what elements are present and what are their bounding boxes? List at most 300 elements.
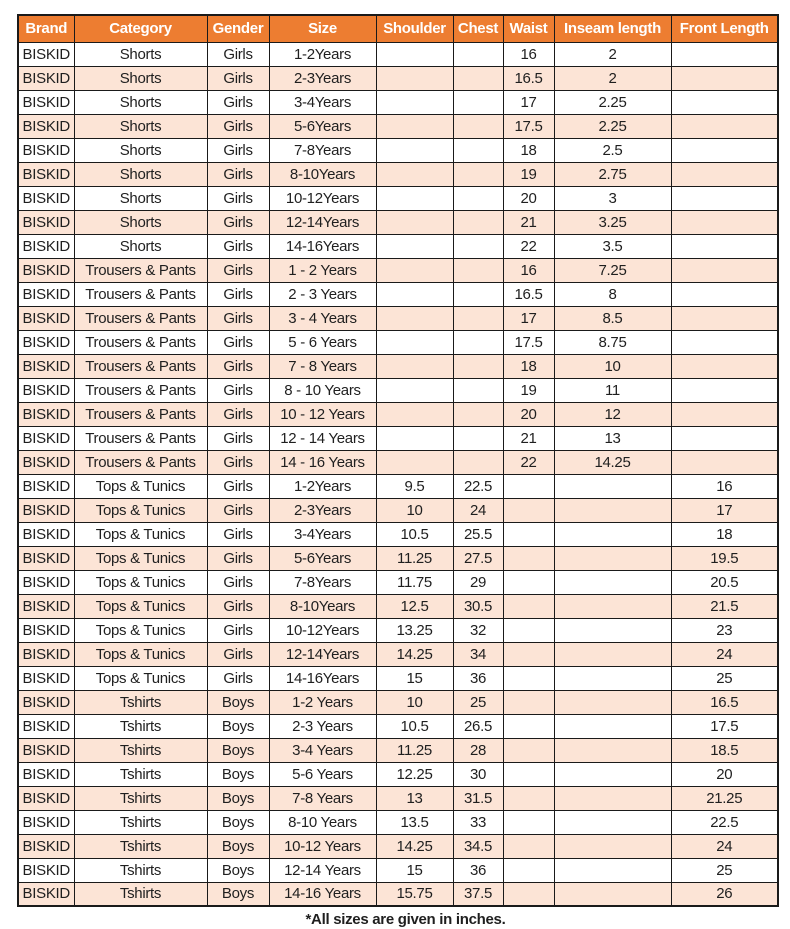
table-cell: Tops & Tunics	[74, 666, 207, 690]
table-cell	[376, 258, 453, 282]
table-cell: 2.25	[554, 114, 671, 138]
table-cell: Trousers & Pants	[74, 282, 207, 306]
table-cell: 10-12Years	[269, 618, 376, 642]
table-cell: 21	[503, 210, 554, 234]
table-cell: 13.25	[376, 618, 453, 642]
table-cell: 16	[503, 42, 554, 66]
table-cell	[376, 66, 453, 90]
table-cell	[554, 546, 671, 570]
table-cell	[453, 234, 503, 258]
table-cell: 10	[376, 498, 453, 522]
table-cell: 12.5	[376, 594, 453, 618]
table-cell	[503, 882, 554, 906]
table-cell	[671, 282, 778, 306]
table-cell: 5-6Years	[269, 114, 376, 138]
table-cell: 3 - 4 Years	[269, 306, 376, 330]
table-cell	[453, 306, 503, 330]
table-cell	[671, 66, 778, 90]
table-cell: BISKID	[18, 858, 74, 882]
table-cell: 34	[453, 642, 503, 666]
table-cell	[376, 378, 453, 402]
table-cell: BISKID	[18, 114, 74, 138]
table-cell: 3	[554, 186, 671, 210]
table-row	[18, 114, 778, 138]
table-cell: Girls	[207, 522, 269, 546]
table-cell: BISKID	[18, 330, 74, 354]
table-cell: Girls	[207, 306, 269, 330]
column-header-brand: Brand	[18, 15, 74, 42]
table-cell: 18	[671, 522, 778, 546]
table-cell: BISKID	[18, 834, 74, 858]
table-row	[18, 834, 778, 858]
table-cell	[671, 378, 778, 402]
table-cell: Boys	[207, 810, 269, 834]
table-cell: Boys	[207, 834, 269, 858]
table-cell: Tops & Tunics	[74, 594, 207, 618]
table-cell	[453, 330, 503, 354]
table-row	[18, 810, 778, 834]
table-cell: 8	[554, 282, 671, 306]
table-cell: Tops & Tunics	[74, 474, 207, 498]
table-cell	[453, 42, 503, 66]
table-cell: 20	[671, 762, 778, 786]
table-cell: Girls	[207, 282, 269, 306]
table-cell	[554, 522, 671, 546]
table-cell	[503, 642, 554, 666]
table-cell: 21.5	[671, 594, 778, 618]
table-cell: Girls	[207, 498, 269, 522]
table-cell: Girls	[207, 450, 269, 474]
table-cell: Shorts	[74, 138, 207, 162]
table-cell	[554, 714, 671, 738]
table-cell: BISKID	[18, 642, 74, 666]
table-cell	[453, 90, 503, 114]
table-cell	[503, 690, 554, 714]
table-cell: Girls	[207, 186, 269, 210]
table-cell: BISKID	[18, 42, 74, 66]
table-cell: 2.25	[554, 90, 671, 114]
table-cell: Tops & Tunics	[74, 522, 207, 546]
table-row	[18, 594, 778, 618]
table-cell: Girls	[207, 594, 269, 618]
table-cell: 3-4Years	[269, 522, 376, 546]
table-cell: 18.5	[671, 738, 778, 762]
table-cell	[376, 426, 453, 450]
table-cell: 22.5	[671, 810, 778, 834]
table-cell: BISKID	[18, 714, 74, 738]
table-cell: Tshirts	[74, 738, 207, 762]
table-cell: Tshirts	[74, 714, 207, 738]
table-cell	[376, 138, 453, 162]
table-cell: Tshirts	[74, 834, 207, 858]
table-cell: 3.5	[554, 234, 671, 258]
table-cell: Girls	[207, 90, 269, 114]
table-cell	[503, 738, 554, 762]
table-cell: 11.25	[376, 738, 453, 762]
table-cell	[453, 138, 503, 162]
table-cell	[376, 354, 453, 378]
table-cell	[671, 330, 778, 354]
table-cell: 30.5	[453, 594, 503, 618]
table-cell	[503, 834, 554, 858]
table-cell: Tshirts	[74, 858, 207, 882]
table-row	[18, 42, 778, 66]
table-cell	[453, 450, 503, 474]
table-cell	[453, 402, 503, 426]
table-cell: 22	[503, 450, 554, 474]
table-cell: 27.5	[453, 546, 503, 570]
table-cell: 5 - 6 Years	[269, 330, 376, 354]
table-cell: BISKID	[18, 66, 74, 90]
table-cell: 1 - 2 Years	[269, 258, 376, 282]
table-cell: 2-3Years	[269, 66, 376, 90]
table-cell: 7-8 Years	[269, 786, 376, 810]
table-cell	[554, 762, 671, 786]
table-cell: 18	[503, 138, 554, 162]
table-row	[18, 306, 778, 330]
table-cell: 13	[554, 426, 671, 450]
table-cell: 10	[376, 690, 453, 714]
table-cell: Shorts	[74, 114, 207, 138]
table-cell: Boys	[207, 738, 269, 762]
table-cell	[671, 42, 778, 66]
table-cell	[671, 210, 778, 234]
table-cell: Girls	[207, 234, 269, 258]
table-cell: 8-10Years	[269, 594, 376, 618]
table-cell: Tshirts	[74, 762, 207, 786]
table-cell: BISKID	[18, 186, 74, 210]
table-cell	[376, 234, 453, 258]
table-cell: 18	[503, 354, 554, 378]
table-cell: 14-16 Years	[269, 882, 376, 906]
table-cell: 8 - 10 Years	[269, 378, 376, 402]
table-row	[18, 330, 778, 354]
table-cell	[453, 282, 503, 306]
table-cell: BISKID	[18, 138, 74, 162]
size-chart-table	[17, 14, 779, 907]
table-cell: Tshirts	[74, 882, 207, 906]
table-cell: BISKID	[18, 258, 74, 282]
table-row	[18, 522, 778, 546]
table-cell	[554, 594, 671, 618]
column-header-size: Size	[269, 15, 376, 42]
table-body	[18, 42, 778, 906]
table-cell: Girls	[207, 330, 269, 354]
table-cell: Trousers & Pants	[74, 354, 207, 378]
table-cell	[503, 810, 554, 834]
table-cell: 14 - 16 Years	[269, 450, 376, 474]
table-cell: 15	[376, 666, 453, 690]
table-cell: 15.75	[376, 882, 453, 906]
table-cell: 10.5	[376, 714, 453, 738]
table-row	[18, 570, 778, 594]
table-cell: BISKID	[18, 570, 74, 594]
table-cell: BISKID	[18, 474, 74, 498]
table-cell: 10.5	[376, 522, 453, 546]
table-cell: 2-3 Years	[269, 714, 376, 738]
table-cell	[503, 546, 554, 570]
table-cell	[453, 186, 503, 210]
table-row	[18, 498, 778, 522]
table-cell: Boys	[207, 786, 269, 810]
table-cell	[453, 378, 503, 402]
footnote: *All sizes are given in inches.	[305, 911, 506, 928]
table-cell: 2	[554, 42, 671, 66]
table-cell: 20.5	[671, 570, 778, 594]
table-cell: Boys	[207, 858, 269, 882]
table-cell	[671, 450, 778, 474]
table-cell: Tops & Tunics	[74, 642, 207, 666]
table-cell: 26.5	[453, 714, 503, 738]
table-cell	[671, 354, 778, 378]
table-cell	[453, 162, 503, 186]
table-cell	[503, 474, 554, 498]
table-cell	[453, 66, 503, 90]
table-cell: 10-12Years	[269, 186, 376, 210]
table-cell: 12	[554, 402, 671, 426]
table-cell	[453, 426, 503, 450]
table-cell: 8-10Years	[269, 162, 376, 186]
table-cell	[376, 162, 453, 186]
table-cell: 14-16Years	[269, 234, 376, 258]
table-cell: Boys	[207, 762, 269, 786]
table-cell: 7.25	[554, 258, 671, 282]
table-cell: 11.25	[376, 546, 453, 570]
table-row	[18, 546, 778, 570]
table-cell: 37.5	[453, 882, 503, 906]
table-cell: BISKID	[18, 426, 74, 450]
table-cell: Trousers & Pants	[74, 258, 207, 282]
table-cell	[554, 618, 671, 642]
table-cell: 14.25	[376, 834, 453, 858]
table-cell: 12.25	[376, 762, 453, 786]
table-cell: 9.5	[376, 474, 453, 498]
table-cell: Boys	[207, 714, 269, 738]
table-cell: 16.5	[671, 690, 778, 714]
table-cell: 2.75	[554, 162, 671, 186]
table-row	[18, 858, 778, 882]
table-cell: 21	[503, 426, 554, 450]
table-cell: 1-2Years	[269, 42, 376, 66]
table-cell: BISKID	[18, 882, 74, 906]
table-cell: 19.5	[671, 546, 778, 570]
table-cell	[554, 810, 671, 834]
table-cell: BISKID	[18, 450, 74, 474]
table-cell	[453, 258, 503, 282]
table-cell: 17.5	[503, 330, 554, 354]
table-cell: BISKID	[18, 354, 74, 378]
table-cell: 8.5	[554, 306, 671, 330]
table-cell: 25	[671, 858, 778, 882]
table-cell: Trousers & Pants	[74, 402, 207, 426]
table-cell: 15	[376, 858, 453, 882]
table-cell: 7-8Years	[269, 138, 376, 162]
table-cell	[376, 42, 453, 66]
table-cell	[671, 90, 778, 114]
table-cell: BISKID	[18, 90, 74, 114]
table-cell: Shorts	[74, 90, 207, 114]
table-cell: 5-6Years	[269, 546, 376, 570]
table-cell: 11	[554, 378, 671, 402]
table-cell: Girls	[207, 210, 269, 234]
table-row	[18, 450, 778, 474]
table-cell: 3-4Years	[269, 90, 376, 114]
table-cell: 12-14Years	[269, 210, 376, 234]
table-cell	[503, 570, 554, 594]
table-cell: Girls	[207, 378, 269, 402]
table-cell: Girls	[207, 138, 269, 162]
table-cell: 22	[503, 234, 554, 258]
table-cell	[503, 762, 554, 786]
table-cell: 16	[671, 474, 778, 498]
table-cell: BISKID	[18, 738, 74, 762]
table-cell: 24	[671, 834, 778, 858]
table-cell: Shorts	[74, 66, 207, 90]
table-cell	[376, 282, 453, 306]
column-header-category: Category	[74, 15, 207, 42]
table-cell	[376, 186, 453, 210]
table-cell: Boys	[207, 690, 269, 714]
table-cell: Girls	[207, 162, 269, 186]
table-cell: 8.75	[554, 330, 671, 354]
table-row	[18, 138, 778, 162]
table-cell: 3.25	[554, 210, 671, 234]
table-cell: 12-14Years	[269, 642, 376, 666]
column-header-waist: Waist	[503, 15, 554, 42]
table-cell: 29	[453, 570, 503, 594]
table-cell: 12-14 Years	[269, 858, 376, 882]
table-cell	[554, 786, 671, 810]
table-row	[18, 666, 778, 690]
table-cell: 20	[503, 402, 554, 426]
table-cell: 2-3Years	[269, 498, 376, 522]
table-cell: 21.25	[671, 786, 778, 810]
table-cell: BISKID	[18, 210, 74, 234]
table-cell: 14.25	[554, 450, 671, 474]
table-row	[18, 66, 778, 90]
table-cell: BISKID	[18, 786, 74, 810]
table-cell	[376, 450, 453, 474]
column-header-shoulder: Shoulder	[376, 15, 453, 42]
table-cell: 16	[503, 258, 554, 282]
table-row	[18, 426, 778, 450]
table-row	[18, 762, 778, 786]
table-cell: Girls	[207, 354, 269, 378]
table-cell	[671, 114, 778, 138]
table-cell: Girls	[207, 618, 269, 642]
table-cell: Tshirts	[74, 786, 207, 810]
table-row	[18, 882, 778, 906]
table-cell: Girls	[207, 402, 269, 426]
table-row	[18, 186, 778, 210]
table-cell: Shorts	[74, 42, 207, 66]
table-row	[18, 642, 778, 666]
table-cell: 33	[453, 810, 503, 834]
table-cell: Tshirts	[74, 690, 207, 714]
table-row	[18, 786, 778, 810]
table-row	[18, 210, 778, 234]
table-cell: 2	[554, 66, 671, 90]
table-cell: 13.5	[376, 810, 453, 834]
table-cell: 1-2Years	[269, 474, 376, 498]
table-cell: BISKID	[18, 282, 74, 306]
table-cell	[671, 426, 778, 450]
table-cell: BISKID	[18, 810, 74, 834]
table-cell: 3-4 Years	[269, 738, 376, 762]
table-cell	[554, 474, 671, 498]
table-cell	[453, 210, 503, 234]
table-cell	[671, 186, 778, 210]
table-cell: 17	[671, 498, 778, 522]
table-cell: 11.75	[376, 570, 453, 594]
table-cell	[503, 618, 554, 642]
table-cell: BISKID	[18, 618, 74, 642]
table-cell: Shorts	[74, 186, 207, 210]
table-cell	[671, 258, 778, 282]
table-cell: 23	[671, 618, 778, 642]
table-cell	[554, 882, 671, 906]
table-cell: BISKID	[18, 162, 74, 186]
table-cell: BISKID	[18, 522, 74, 546]
table-cell: 17	[503, 306, 554, 330]
table-cell: 26	[671, 882, 778, 906]
table-cell: 31.5	[453, 786, 503, 810]
table-row	[18, 402, 778, 426]
column-header-chest: Chest	[453, 15, 503, 42]
table-cell	[376, 210, 453, 234]
table-cell	[671, 402, 778, 426]
table-cell: 36	[453, 858, 503, 882]
table-cell: 8-10 Years	[269, 810, 376, 834]
column-header-front-length: Front Length	[671, 15, 778, 42]
table-cell: 17.5	[503, 114, 554, 138]
table-cell: 13	[376, 786, 453, 810]
table-row	[18, 90, 778, 114]
table-cell	[503, 714, 554, 738]
table-cell: Shorts	[74, 210, 207, 234]
table-cell: 1-2 Years	[269, 690, 376, 714]
table-cell: 5-6 Years	[269, 762, 376, 786]
table-cell: 16.5	[503, 66, 554, 90]
table-cell: BISKID	[18, 234, 74, 258]
table-cell: 16.5	[503, 282, 554, 306]
table-cell: 25.5	[453, 522, 503, 546]
table-cell	[376, 306, 453, 330]
table-row	[18, 162, 778, 186]
table-cell: BISKID	[18, 690, 74, 714]
table-cell: 12 - 14 Years	[269, 426, 376, 450]
header-row	[18, 15, 778, 42]
table-cell: Girls	[207, 426, 269, 450]
table-cell	[671, 234, 778, 258]
table-row	[18, 738, 778, 762]
table-cell	[554, 498, 671, 522]
table-cell	[503, 858, 554, 882]
table-cell: 20	[503, 186, 554, 210]
table-cell: 10 - 12 Years	[269, 402, 376, 426]
table-cell: 14-16Years	[269, 666, 376, 690]
table-cell	[554, 666, 671, 690]
table-cell: 25	[671, 666, 778, 690]
table-cell	[376, 330, 453, 354]
table-cell: Trousers & Pants	[74, 330, 207, 354]
table-cell	[554, 642, 671, 666]
table-row	[18, 234, 778, 258]
table-cell: Shorts	[74, 234, 207, 258]
table-cell	[503, 786, 554, 810]
table-cell	[453, 114, 503, 138]
table-cell: Girls	[207, 642, 269, 666]
